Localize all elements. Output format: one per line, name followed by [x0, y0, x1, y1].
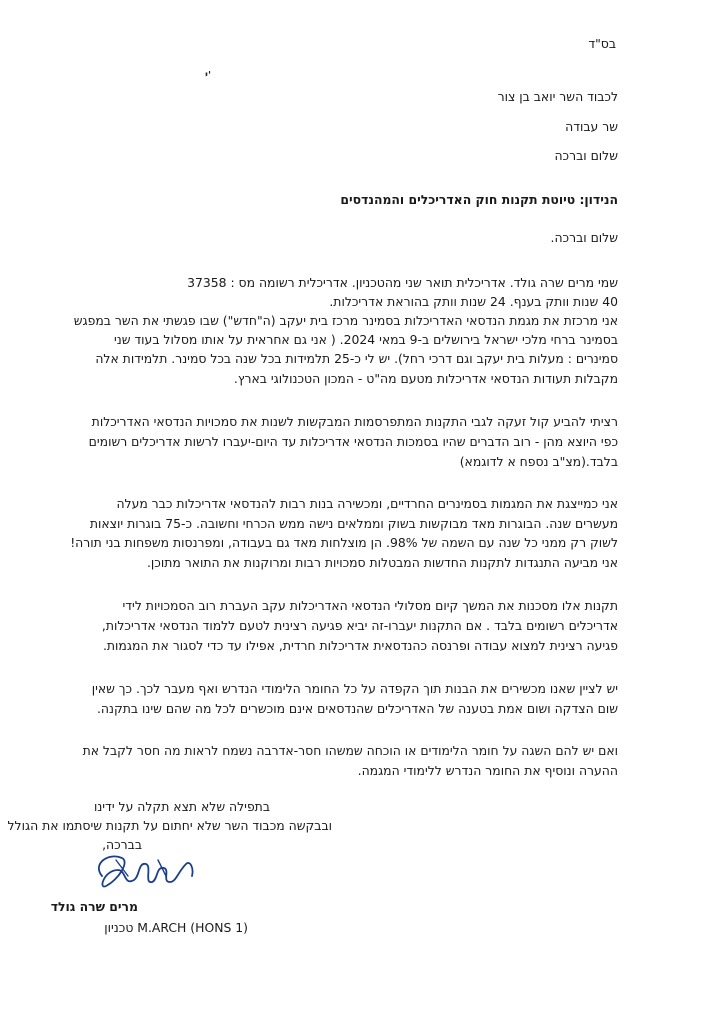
body-line: לשוק רק ממני כל שנה עם השמה של 98%. הן מוצלחות מאד גם בעבודה, ומפרנסות משפחות בני תורה! [70, 535, 618, 550]
body-line: בלבד.(מצ"ב נספח א לדוגמא) [459, 454, 618, 469]
body-line: אני מרכזת את מגמת הנדסאי האדריכלות בסמינר מרכז בית יעקב (ה"חדש") שבו פגשתי את השר במפגש [73, 313, 618, 328]
body-line: אני כמייצגת את המגמות בסמינרים החרדיים, ומכשירה בנות רבות להנדסאי אדריכלות כבר מעלה [116, 496, 618, 511]
body-line: בסמינר ברחי מלכי ישראל בירושלים ב-9 במאי 2024. ( אני גם אחראית על אותו מסלול בעוד שני [113, 332, 618, 347]
recipient-role: שר עבודה [565, 119, 618, 134]
recipient-line: לכבוד השר יואב בן צור [497, 89, 618, 104]
closing-line: בברכה, [102, 837, 142, 852]
body-line: יש לציין שאנו מכשירים את הבנות תוך הקפדה על כל החומר הלימודי הנדרש ואף מעבר לכך. כך שאין [91, 681, 618, 696]
body-line: פגיעה רצינית למצוא עבודה ופרנסה כהנדסאית אדריכלות חרדית, אפילו עד כדי לסגור את המגמות. [102, 638, 618, 653]
greeting: שלום וברכה [554, 148, 618, 163]
body-line: שמי מרים שרה גולד. אדריכלית תואר שני מהטכניון. אדריכלית רשומה מס : 37358 [187, 275, 618, 290]
body-line: אדריכלים רשומים בלבד . אם התקנות יעברו-זה יביא פגיעה רצינית לטעם ללמוד הנדסאי אדריכלות, [101, 618, 618, 633]
body-line: תקנות אלו מסכנות את המשך קיום מסלולי הנדסאי האדריכלות עקב העברת רוב הסמכויות לידי [122, 598, 618, 613]
subject-line: הנידון: טיוטת תקנות חוק האדריכלים והמהנדסים [340, 192, 618, 207]
body-line: רציתי להביע קול זעקה לגבי התקנות המתפרסמות המבקשות לשנות את סמכויות הנדסאי האדריכלות [91, 414, 618, 429]
signer-name: מרים שרה גולד [50, 899, 138, 914]
signer-credential: M.ARCH (HONS 1) טכניון [104, 920, 248, 935]
body-line: אני מביעה התנגדות לתקנות החדשות המבטלות סמכויות רבות ומרוקנות את התואר מתוכן. [146, 555, 618, 570]
closing-line: ובבקשה מכבוד השר שלא יחתום על תקנות שיסתמו את הגולל [7, 818, 332, 833]
closing-line: בתפילה שלא תצא תקלה על ידינו [93, 799, 270, 814]
body-line: כפי היוצא מהן - רוב הדברים שהיו בסמכות הנדסאי אדריכלות עד היום-יעברו לרשות אדריכלים רשומים [88, 434, 618, 449]
handwritten-signature [88, 846, 208, 896]
body-line: מעשרים שנה. הבוגרות מאד מבוקשות בשוק וממלאים נישה ממש הכרחי וחשובה. כ-75 בוגרות יוצאות [89, 516, 618, 531]
body-line: סמינרים : מעלות בית יעקב וגם דרכי רחל). יש לי כ-25 תלמידות בכל שנה בכל סמינר. תלמידות אלה [95, 351, 618, 366]
handwritten-mark: י' [205, 70, 212, 81]
body-line: 40 שנות וותק בענף. 24 שנות וותק בהוראת אדריכלות. [329, 294, 618, 309]
body-line: ואם יש להם השגה על חומר הלימודים או הוכחה שמשהו חסר-אדרבה נשמח לראות מה חסר לקבל את [82, 743, 618, 758]
bsd-header: בס"ד [588, 36, 616, 51]
body-line: מקבלות תעודות הנדסאי אדריכלות מטעם מה"ט - המכון הטכנולוגי בארץ. [233, 371, 618, 386]
body-line: שום הצדקה ושום אמת בטענה של האדריכלים שהנדסאים אינם מוכשרים לכל מה שהם שינו בתקנה. [96, 701, 618, 716]
opening-greeting: שלום וברכה. [550, 230, 618, 245]
body-line: ההערה ונוסיף את החומר הנדרש ללימודי המגמה. [357, 763, 618, 778]
